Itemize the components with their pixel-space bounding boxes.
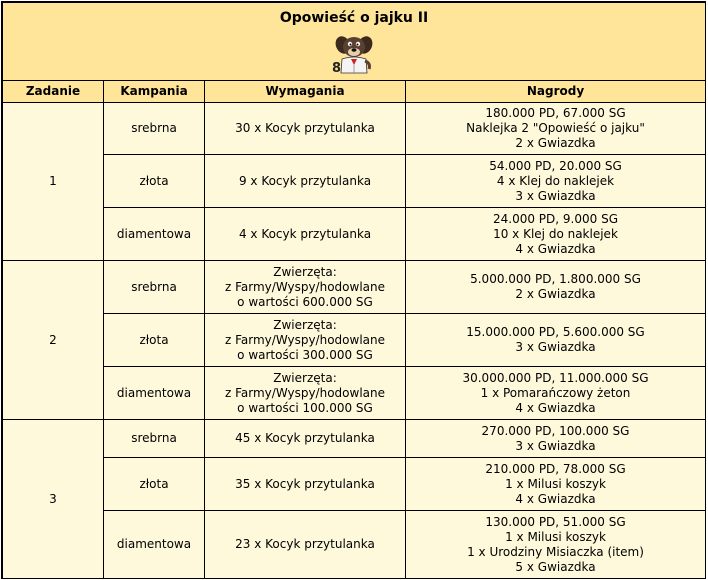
requirements-cell xyxy=(205,261,406,314)
table-row xyxy=(3,208,706,261)
campaign-cell: diamentowa xyxy=(104,367,205,420)
reward-line: 4 x Gwiazdka xyxy=(515,491,596,506)
reward-line: 2 x Gwiazdka xyxy=(515,287,596,301)
requirement-line: o wartości 600.000 SG xyxy=(237,294,373,309)
campaign-cell: złota xyxy=(104,458,205,511)
requirement-line: Zwierzęta: xyxy=(273,370,337,385)
reward-line: 1 x Urodziny Misiaczka (item) xyxy=(467,544,644,559)
reward-line: 3 x Gwiazdka xyxy=(515,438,596,453)
requirement-line: o wartości 300.000 SG xyxy=(237,347,373,362)
campaign-cell: srebrna xyxy=(104,261,205,314)
reward-line: 270.000 PD, 100.000 SG xyxy=(481,423,630,438)
reward-line: 3 x Gwiazdka xyxy=(515,188,596,203)
table-row xyxy=(3,367,706,420)
svg-text:8: 8 xyxy=(332,61,342,76)
requirement-line: z Farmy/Wyspy/hodowlane xyxy=(225,332,385,347)
reward-line: 4 x Gwiazdka xyxy=(515,241,596,256)
reward-line: 54.000 PD, 20.000 SG xyxy=(489,158,622,173)
campaign-cell: srebrna xyxy=(104,420,205,458)
rewards-cell xyxy=(406,155,706,208)
campaign-cell: diamentowa xyxy=(104,208,205,261)
requirement-line: o wartości 100.000 SG xyxy=(237,400,373,415)
reward-line: 4 x Gwiazdka xyxy=(515,400,596,415)
requirement-line: z Farmy/Wyspy/hodowlane xyxy=(225,385,385,400)
rewards-cell xyxy=(406,420,706,458)
table-row xyxy=(3,155,706,208)
reward-line: 210.000 PD, 78.000 SG xyxy=(485,461,626,476)
requirements-cell xyxy=(205,314,406,367)
requirements-cell xyxy=(205,420,406,458)
reward-line: 5.000.000 PD, 1.800.000 SG xyxy=(470,272,641,286)
rewards-cell xyxy=(406,261,706,314)
requirements-cell xyxy=(205,103,406,155)
requirements-cell xyxy=(205,511,406,579)
reward-line: 180.000 PD, 67.000 SG xyxy=(485,106,626,120)
rewards-cell xyxy=(406,367,706,420)
requirement-line: 45 x Kocyk przytulanka xyxy=(235,431,375,445)
requirement-line: Zwierzęta: xyxy=(273,317,337,332)
column-header-requirements: Wymagania xyxy=(205,81,406,103)
table-header xyxy=(3,3,706,81)
table-row xyxy=(3,511,706,579)
reward-line: 4 x Klej do naklejek xyxy=(496,173,615,188)
column-header-task: Zadanie xyxy=(3,81,104,103)
column-header-rewards: Nagrody xyxy=(406,81,706,103)
rewards-cell xyxy=(406,511,706,579)
rewards-cell xyxy=(406,314,706,367)
campaign-cell: srebrna xyxy=(104,103,205,155)
reward-line: 15.000.000 PD, 5.600.000 SG xyxy=(466,325,645,339)
task-number: 2 xyxy=(3,261,104,420)
task-number: 3 xyxy=(3,420,104,579)
requirement-line: Zwierzęta: xyxy=(273,264,337,279)
reward-line: 2 x Gwiazdka xyxy=(515,136,596,150)
reward-line: 5 x Gwiazdka xyxy=(515,559,596,574)
reward-line: 24.000 PD, 9.000 SG xyxy=(493,211,618,226)
reward-line: 1 x Milusi koszyk xyxy=(505,476,606,491)
reward-line: 130.000 PD, 51.000 SG xyxy=(485,514,626,529)
column-header-campaign: Kampania xyxy=(104,81,205,103)
requirements-cell xyxy=(205,155,406,208)
rewards-cell xyxy=(406,208,706,261)
table-row xyxy=(3,314,706,367)
table-row xyxy=(3,261,706,314)
rewards-cell xyxy=(406,103,706,155)
requirements-cell xyxy=(205,367,406,420)
requirement-line: 9 x Kocyk przytulanka xyxy=(238,173,372,188)
requirements-cell xyxy=(205,458,406,511)
campaign-cell: diamentowa xyxy=(104,511,205,579)
event-table-container xyxy=(1,1,706,579)
reward-line: 3 x Gwiazdka xyxy=(515,340,596,354)
requirement-line: 30 x Kocyk przytulanka xyxy=(235,121,375,135)
requirement-line: 23 x Kocyk przytulanka xyxy=(235,537,375,551)
table-row xyxy=(3,458,706,511)
campaign-cell: złota xyxy=(104,155,205,208)
reward-line: 10 x Klej do naklejek xyxy=(493,226,618,241)
task-number: 1 xyxy=(3,103,104,261)
campaign-cell: złota xyxy=(104,314,205,367)
requirement-line: 4 x Kocyk przytulanka xyxy=(238,226,372,241)
reward-line: 1 x Pomarańczowy żeton xyxy=(480,385,631,400)
table-row xyxy=(3,420,706,458)
dog-mascot-icon xyxy=(329,29,379,77)
page-title: Opowieść o jajku II xyxy=(279,10,429,26)
reward-line: 1 x Milusi koszyk xyxy=(505,529,606,544)
reward-line: Naklejka 2 "Opowieść o jajku" xyxy=(466,121,645,135)
rewards-cell xyxy=(406,458,706,511)
event-table xyxy=(2,2,706,579)
requirement-line: 35 x Kocyk przytulanka xyxy=(235,476,375,491)
table-row xyxy=(3,103,706,155)
requirements-cell xyxy=(205,208,406,261)
requirement-line: z Farmy/Wyspy/hodowlane xyxy=(225,279,385,294)
reward-line: 30.000.000 PD, 11.000.000 SG xyxy=(462,370,649,385)
